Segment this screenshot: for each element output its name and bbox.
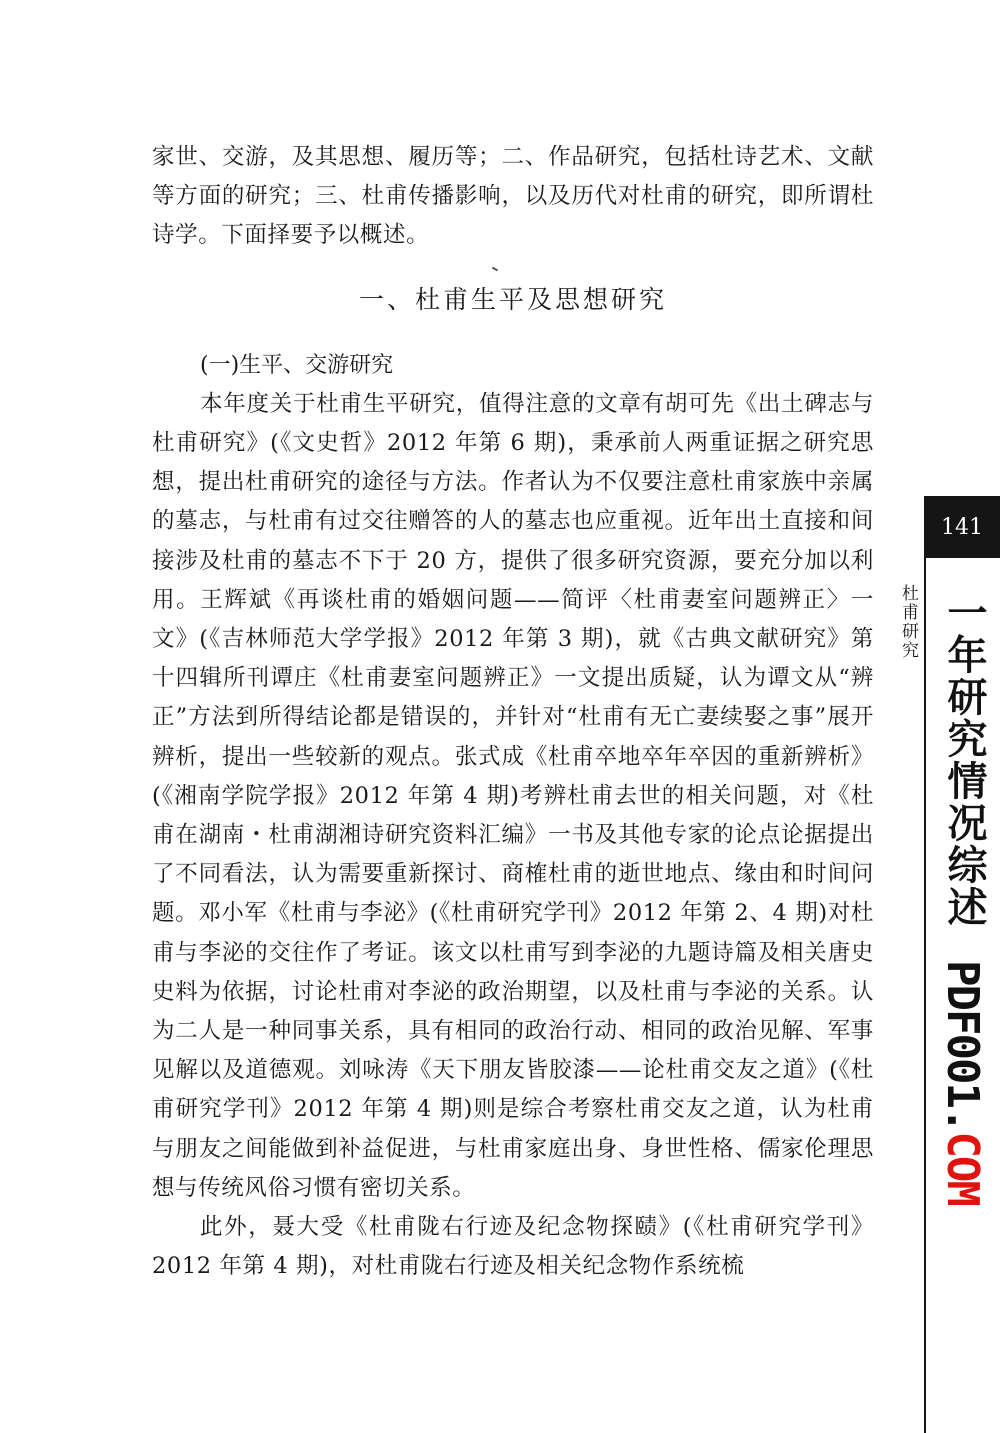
subsection-title: (一)生平、交游研究 (200, 352, 394, 378)
side-divider (924, 558, 926, 1433)
page-number-box (924, 496, 1000, 558)
body-paragraph-1: 本年度关于杜甫生平研究，值得注意的文章有胡可先《出土碑志与杜甫研究》(《文史哲》2012 年第 6 期)，秉承前人两重证据之研究思想，提出杜甫研究的途径与方法。作者认为不仅要注意杜甫家族中亲属的墓志，与杜甫有过交往赠答的人的墓志也应重视。近年出土直接和间接涉及杜甫的墓志不下于 20 方，提供了很多研究资源，要充分加以利用。王辉斌《再谈杜甫的婚姻问题——简评〈杜甫妻室问题辨正〉一文》(《吉林师范大学学报》2012 年第 3 期)，就《古典文献研究》第十四辑所刊谭庄《杜甫妻室问题辨正》一文提出质疑，认为谭文从“辨正”方法到所得结论都是错误的，并针对“杜甫有无亡妻续娶之事”展开辨析，提出一些较新的观点。张式成《杜甫卒地卒年卒因的重新辨析》(《湘南学院学报》2012 年第 4 期)考辨杜甫去世的相关问题，对《杜甫在湖南・杜甫湖湘诗研究资料汇编》一书及其他专家的论点论据提出了不同看法，认为需要重新探讨、商榷杜甫的逝世地点、缘由和时间问题。邓小军《杜甫与李泌》(《杜甫研究学刊》2012 年第 2、4 期)对杜甫与李泌的交往作了考证。该文以杜甫写到李泌的九题诗篇及相关唐史史料为依据，讨论杜甫对李泌的政治期望，以及杜甫与李泌的关系。认为二人是一种同事关系，具有相同的政治行动、相同的政治见解、军事见解以及道德观。刘咏涛《天下朋友皆胶漆——论杜甫交友之道》(《杜甫研究学刊》2012 年第 4 期)则是综合考察杜甫交友之道，认为杜甫与朋友之间能做到补益促进，与杜甫家庭出身、身世性格、儒家伦理思想与传统风俗习惯有密切关系。 (152, 390, 874, 1201)
journal-name: 杜甫研究 (898, 584, 918, 660)
page-number: 141 (941, 514, 983, 540)
watermark-part-1: PDF001. (937, 960, 988, 1132)
main-text (152, 138, 874, 1286)
running-section-title: 一年研究情况综述 (941, 592, 987, 928)
watermark (930, 960, 990, 1205)
body-paragraph-2: 此外，聂大受《杜甫陇右行迹及纪念物探赜》(《杜甫研究学刊》2012 年第 4 期)，对杜甫陇右行迹及相关纪念物作系统梳 (152, 1214, 874, 1280)
section-title: 一、杜甫生平及思想研究 (358, 284, 667, 314)
intro-paragraph: 家世、交游，及其思想、履历等；二、作品研究，包括杜诗艺术、文献等方面的研究；三、杜甫传播影响，以及历代对杜甫的研究，即所谓杜诗学。下面择要予以概述。 (152, 144, 874, 249)
watermark-part-2: COM (937, 1131, 988, 1205)
